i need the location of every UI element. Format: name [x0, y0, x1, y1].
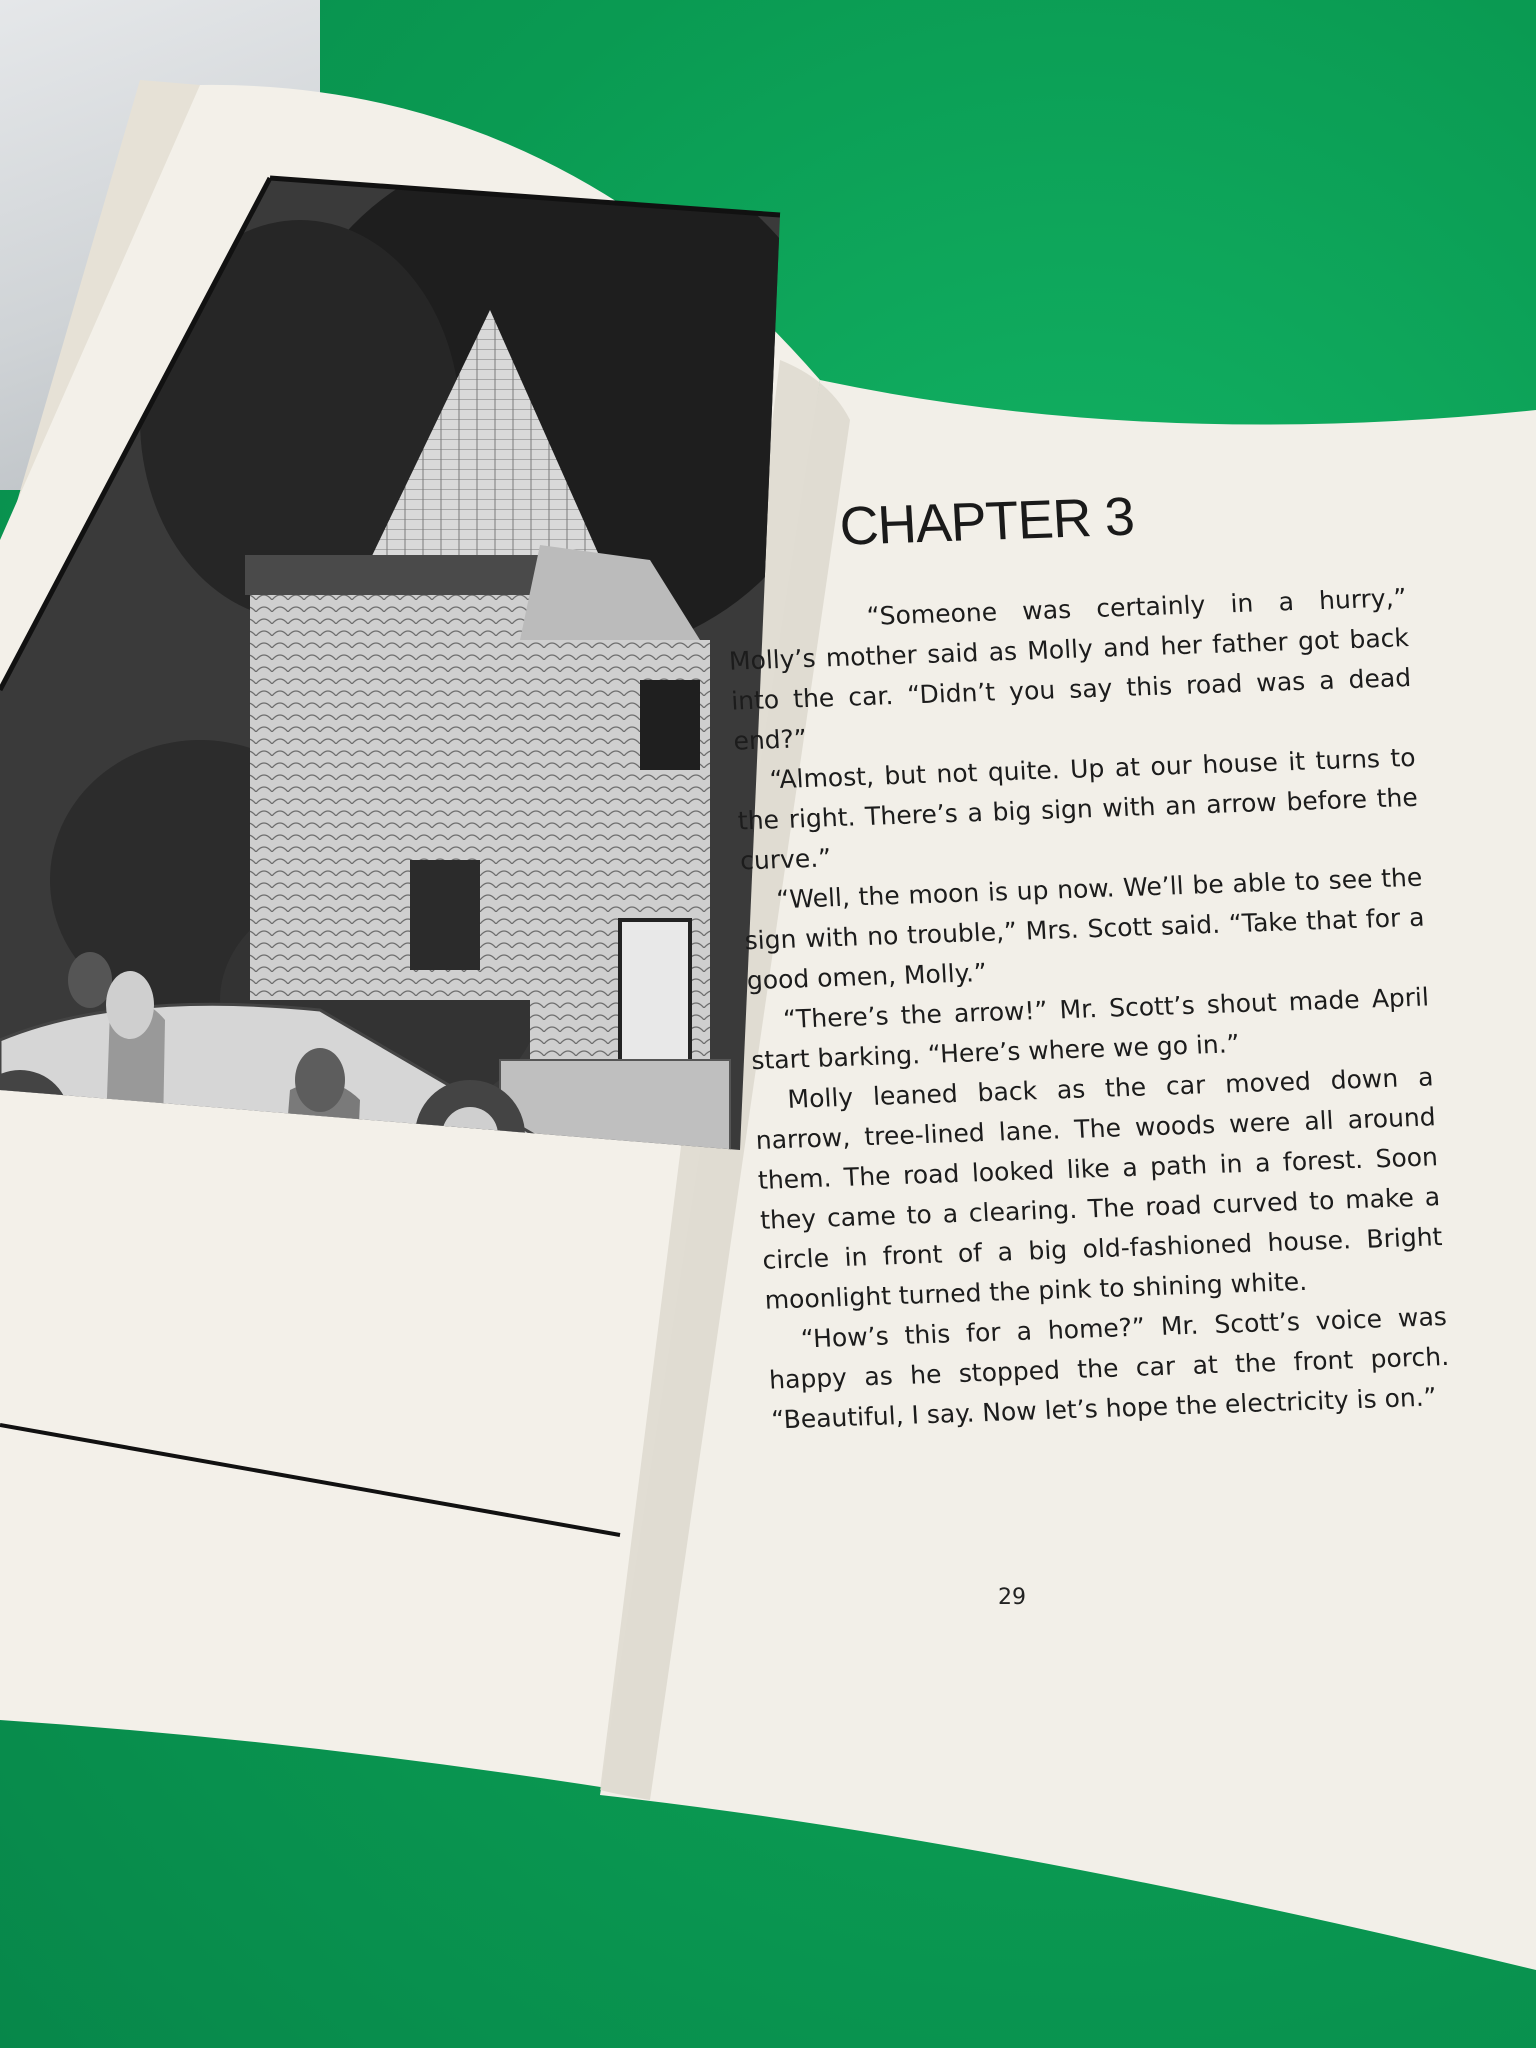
paragraph: “Well, the moon is up now. We’ll be able to see the sign with no trouble,” Mrs. Scott said. “Take that for a good omen, Molly.” [743, 862, 1426, 996]
father-figure [68, 952, 112, 1008]
illustration-border [0, 1425, 620, 1535]
dog [130, 1302, 210, 1338]
page-number: 29 [998, 1585, 1026, 1610]
chapter-title: CHAPTER 3 [838, 486, 1136, 557]
paragraph: “How’s this for a home?” Mr. Scott’s voice was happy as he stopped the car at the front porch. “Beautiful, I say. Now let’s hope the electricity is on.” [768, 1301, 1450, 1435]
paragraph: “Almost, but not quite. Up at our house it turns to the right. There’s a big sign with an arrow before the curve.” [737, 742, 1419, 876]
mother-figure [100, 1002, 165, 1300]
molly-figure [270, 1082, 360, 1340]
window [410, 860, 480, 970]
front-door [620, 920, 690, 1080]
paragraph: Molly leaned back as the car moved down a narrow, tree-lined lane. The woods were all around them. The road looked like a path in a forest. Soon they came to a clearing. The road curved to make a circle in front of a big old-fashioned house. Bright moonlight turned the pink to shining white. [755, 1062, 1444, 1315]
paragraph: “Someone was certainly in a hurry,” Molly’s mother said as Molly and her father got back into the car. “Didn’t you say this road was a dead end?” [728, 583, 1412, 756]
chapter-text [720, 476, 1452, 1440]
paragraph: “There’s the arrow!” Mr. Scott’s shout made April start barking. “Here’s where we go in.” [750, 982, 1430, 1076]
